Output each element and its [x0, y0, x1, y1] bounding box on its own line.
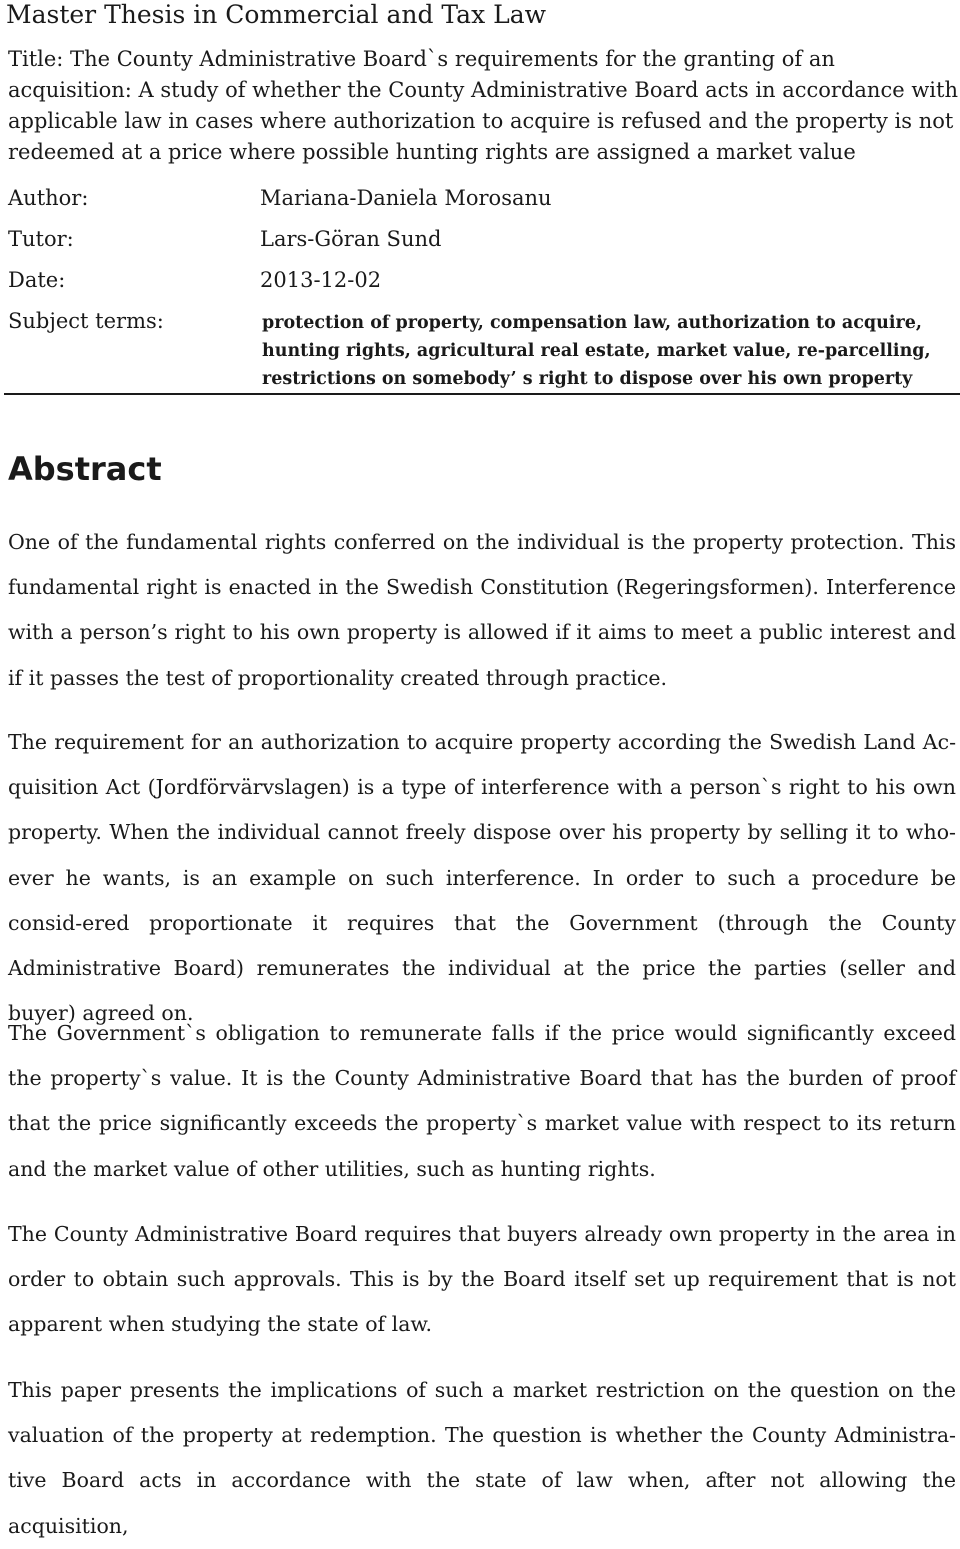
tutor-label: Tutor:	[8, 227, 74, 251]
tutor-value: Lars-Göran Sund	[260, 227, 442, 251]
abstract-paragraph-1: One of the fundamental rights conferred on the individual is the property protection. This fundamental right is enacted in the Swedish Constitution (Regeringsformen). Interference with a person’s right to his own property is allowed if it aims to meet a public interest and if it passes the test of proportionality created through practice.	[8, 530, 956, 690]
thesis-title: Title: The County Administrative Board`s requirements for the granting of an acquisition: A study of whether the County Administrative Board acts in accordance with applicable law in cases where authorization to acquire is refused and the property is not redeemed at a price where possible hunting rights are assigned a market value	[8, 47, 958, 164]
author-label: Author:	[8, 186, 89, 210]
subject-terms-label: Subject terms:	[8, 309, 164, 333]
subject-terms-value: protection of property, compensation law, authorization to acquire, hunting rights, agricultural real estate, market value, re-parcelling, restrictions on somebody’ s right to dispose over his own property	[262, 313, 931, 389]
date-label: Date:	[8, 268, 66, 292]
date-value: 2013-12-02	[260, 268, 382, 292]
abstract-paragraph-3: The Government`s obligation to remunerate falls if the price would significantly exceed the property`s value. It is the County Administrative Board that has the burden of proof that the price significantly exceeds the property`s market value with respect to its return and the market value of other utilities, such as hunting rights.	[8, 1021, 956, 1181]
author-value: Mariana-Daniela Morosanu	[260, 186, 552, 210]
abstract-heading: Abstract	[8, 450, 162, 488]
abstract-paragraph-4: The County Administrative Board requires that buyers already own property in the area in order to obtain such approvals. This is by the Board itself set up requirement that is not apparent when studying the state of law.	[8, 1222, 956, 1337]
document-heading: Master Thesis in Commercial and Tax Law	[6, 0, 547, 29]
abstract-paragraph-2: The requirement for an authorization to acquire property according the Swedish Land Ac-quisition Act (Jordförvärvslagen) is a type of interference with a person`s right to his own property. When the individual cannot freely dispose over his property by selling it to who-ever he wants, is an example on such interference. In order to such a procedure be consid-ered proportionate it requires that the Government (through the County Administrative Board) remunerates the individual at the price the parties (seller and buyer) agreed on.	[8, 730, 956, 1026]
header-divider	[4, 393, 960, 395]
abstract-paragraph-5: This paper presents the implications of such a market restriction on the question on the valuation of the property at redemption. The question is whether the County Administra-tive Board acts in accordance with the state of law when, after not allowing the acquisition,	[8, 1378, 956, 1538]
